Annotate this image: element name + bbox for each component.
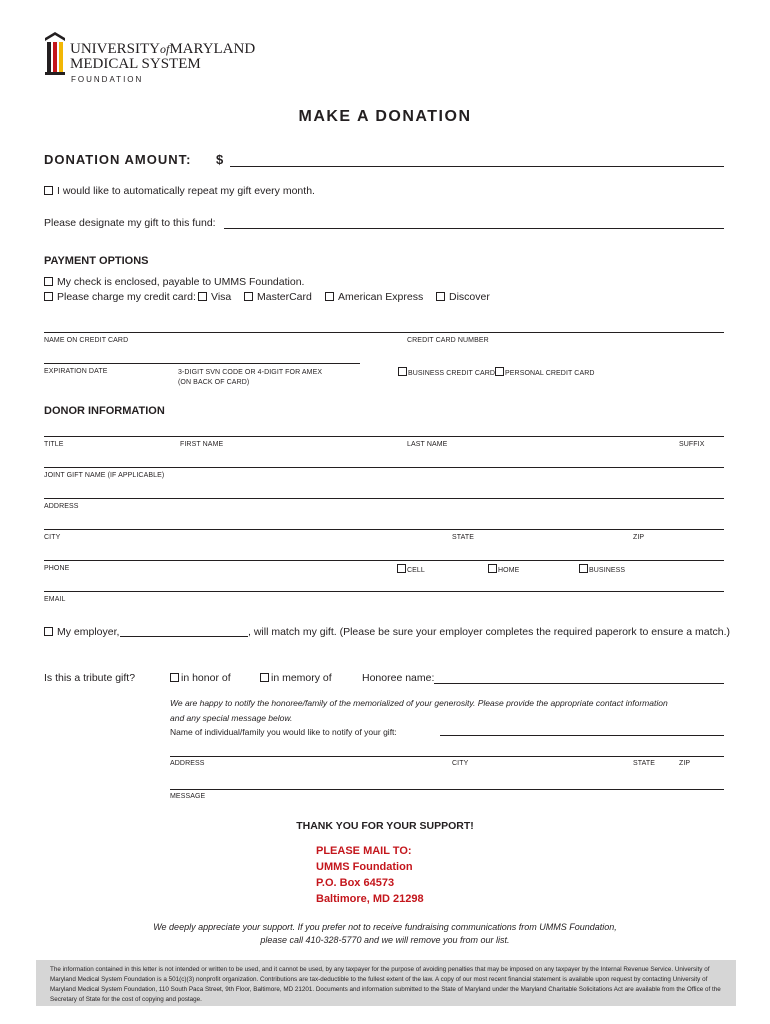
joint-line[interactable]	[44, 467, 724, 468]
tribute-city-label: CITY	[452, 760, 469, 767]
message-label: MESSAGE	[170, 793, 206, 800]
phone-label: PHONE	[44, 565, 70, 572]
employer-field[interactable]	[120, 636, 248, 637]
business-phone-option	[579, 564, 625, 574]
zip-label: ZIP	[633, 534, 645, 541]
currency-symbol: $	[216, 152, 224, 167]
logo-maryland: MARYLAND	[169, 41, 256, 57]
notify-name-field[interactable]	[440, 735, 724, 736]
tribute-address-label: ADDRESS	[170, 760, 205, 767]
suffix-label: SUFFIX	[679, 441, 705, 448]
check-enclosed-row	[44, 276, 304, 288]
amex-checkbox[interactable]	[325, 292, 334, 301]
tribute-state-label: STATE	[633, 760, 656, 767]
expiration-label: EXPIRATION DATE	[44, 368, 108, 375]
message-line[interactable]	[170, 789, 724, 790]
charge-card-label: Please charge my credit card:	[57, 291, 196, 303]
memory-label: in memory of	[271, 672, 332, 684]
payment-heading: PAYMENT OPTIONS	[44, 255, 149, 267]
employer-row	[44, 626, 119, 638]
business-phone-checkbox[interactable]	[579, 564, 588, 573]
credit-card-line[interactable]	[44, 332, 724, 333]
address-line[interactable]	[44, 498, 724, 499]
disclaimer-box	[36, 960, 736, 1006]
employer-checkbox[interactable]	[44, 627, 53, 636]
donation-amount-field[interactable]	[230, 166, 724, 167]
city-line[interactable]	[44, 529, 724, 530]
check-enclosed-label: My check is enclosed, payable to UMMS Foundation.	[57, 276, 305, 288]
personal-card-checkbox[interactable]	[495, 367, 504, 376]
email-label: EMAIL	[44, 596, 66, 603]
cell-checkbox[interactable]	[397, 564, 406, 573]
amex-label: American Express	[338, 291, 424, 303]
title-label: TITLE	[44, 441, 64, 448]
honor-label: in honor of	[181, 672, 231, 684]
cell-label: CELL	[407, 567, 425, 574]
joint-label: JOINT GIFT NAME (IF APPLICABLE)	[44, 472, 165, 479]
card-discover	[436, 291, 490, 303]
notify-text	[170, 696, 668, 726]
honoree-field[interactable]	[434, 683, 724, 684]
notify-name-label: Name of individual/family you would like to notify of your gift:	[170, 727, 397, 737]
honor-checkbox[interactable]	[170, 673, 179, 682]
mail-to	[316, 843, 424, 907]
notify-line2: and any special message below.	[170, 713, 293, 723]
business-card-checkbox[interactable]	[398, 367, 407, 376]
last-name-label: LAST NAME	[407, 441, 448, 448]
employer-prefix: My employer,	[57, 626, 120, 638]
home-option	[488, 564, 519, 574]
memory-checkbox[interactable]	[260, 673, 269, 682]
mail-line4: Baltimore, MD 21298	[316, 893, 424, 905]
business-card-label: BUSINESS CREDIT CARD	[408, 370, 496, 377]
mail-line3: P.O. Box 64573	[316, 877, 395, 889]
business-card-option	[398, 367, 495, 377]
business-phone-label: BUSINESS	[589, 567, 626, 574]
visa-label: Visa	[211, 291, 232, 303]
svn-label	[178, 368, 322, 388]
charge-card-checkbox[interactable]	[44, 292, 53, 301]
logo-foundation: FOUNDATION	[71, 75, 144, 84]
name-line[interactable]	[44, 436, 724, 437]
email-line[interactable]	[44, 591, 724, 592]
notify-line1: We are happy to notify the honoree/family of the memorialized of your generosity. Please provide the appropriate contact information	[170, 698, 668, 708]
designate-fund-field[interactable]	[224, 228, 724, 229]
logo-medical-system: MEDICAL SYSTEM	[70, 56, 201, 72]
tribute-address-line[interactable]	[170, 756, 724, 757]
name-on-card-label: NAME ON CREDIT CARD	[44, 337, 129, 344]
check-enclosed-checkbox[interactable]	[44, 277, 53, 286]
logo-university: UNIVERSITY	[70, 41, 160, 57]
optout-line2: please call 410-328-5770 and we will remove you from our list.	[260, 935, 510, 945]
umms-logo-icon	[44, 30, 66, 78]
optout-line1: We deeply appreciate your support. If you prefer not to receive fundraising communications from UMMS Foundation,	[153, 922, 617, 932]
cell-option	[397, 564, 425, 574]
svn-label-line1: 3-DIGIT SVN CODE OR 4-DIGIT FOR AMEX	[178, 369, 323, 376]
home-label: HOME	[498, 567, 520, 574]
donation-amount-label: DONATION AMOUNT:	[44, 152, 192, 167]
logo	[44, 30, 264, 90]
city-label: CITY	[44, 534, 61, 541]
personal-card-option	[495, 367, 595, 377]
card-number-label: CREDIT CARD NUMBER	[407, 337, 489, 344]
mastercard-label: MasterCard	[257, 291, 312, 303]
discover-label: Discover	[449, 291, 490, 303]
logo-of: of	[160, 42, 170, 56]
home-checkbox[interactable]	[488, 564, 497, 573]
mastercard-checkbox[interactable]	[244, 292, 253, 301]
honoree-label: Honoree name:	[362, 672, 435, 684]
first-name-label: FIRST NAME	[180, 441, 224, 448]
mail-line2: UMMS Foundation	[316, 861, 413, 873]
card-amex	[325, 291, 423, 303]
svn-label-line2: (ON BACK OF CARD)	[178, 379, 250, 386]
expiration-line[interactable]	[44, 363, 360, 364]
address-label: ADDRESS	[44, 503, 79, 510]
designate-label: Please designate my gift to this fund:	[44, 217, 216, 229]
card-visa	[198, 291, 231, 303]
donor-heading: DONOR INFORMATION	[44, 405, 165, 417]
repeat-gift-row	[44, 185, 315, 197]
personal-card-label: PERSONAL CREDIT CARD	[505, 370, 595, 377]
discover-checkbox[interactable]	[436, 292, 445, 301]
optout-text	[0, 921, 770, 947]
employer-suffix: , will match my gift. (Please be sure your employer completes the required paperork to ensure a match.)	[248, 626, 731, 638]
visa-checkbox[interactable]	[198, 292, 207, 301]
state-label: STATE	[452, 534, 475, 541]
tribute-question: Is this a tribute gift?	[44, 672, 136, 684]
honor-option	[170, 672, 231, 684]
tribute-zip-label: ZIP	[679, 760, 691, 767]
page-title: MAKE A DONATION	[298, 108, 472, 125]
memory-option	[260, 672, 332, 684]
phone-line[interactable]	[44, 560, 724, 561]
mail-line1: PLEASE MAIL TO:	[316, 845, 412, 857]
card-mastercard	[244, 291, 312, 303]
thanks-text: THANK YOU FOR YOUR SUPPORT!	[296, 820, 474, 832]
charge-card-row	[44, 291, 196, 303]
disclaimer-text: The information contained in this letter is not intended or written to be used, and it cannot be used, by any taxpayer for the purpose of avoiding penalties that may be imposed on any taxpayer by the Internal Revenue Service. University of Maryland Medical System Foundation is a 501(c)(3) nonprofit organization. Contributions are tax-deductible to the fullest extent of the law. A copy of our most recent financial statement is available upon request by contacting University of Maryland Medical System Foundation, 110 South Paca Street, 9th Floor, Baltimore, MD 21201. Documents and information submitted to the State of Maryland under the Maryland Charitable Solicitations Act are available from the Office of the Secretary of State for the cost of copying and postage.	[50, 966, 721, 1003]
repeat-gift-label: I would like to automatically repeat my gift every month.	[57, 185, 315, 197]
repeat-gift-checkbox[interactable]	[44, 186, 53, 195]
